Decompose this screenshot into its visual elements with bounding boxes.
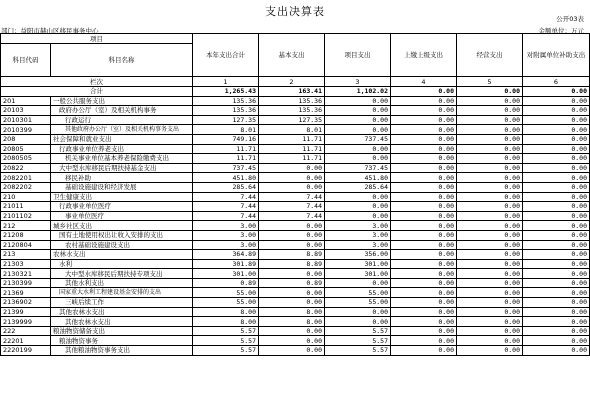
row-name: 粮油物资事务 [51, 336, 193, 346]
row-value: 5.57 [325, 346, 391, 356]
row-value: 11.71 [259, 144, 325, 154]
row-value: 285.64 [193, 182, 259, 192]
col-num-2: 2 [259, 77, 325, 87]
row-name: 其他粮油物资事务支出 [51, 346, 193, 356]
row-value: 0.00 [523, 278, 590, 288]
row-value: 0.00 [325, 278, 391, 288]
row-value: 0.00 [391, 96, 457, 106]
row-code: 2120804 [1, 240, 51, 250]
row-code: 208 [1, 134, 51, 144]
row-value: 0.00 [325, 192, 391, 202]
header-code: 科目代码 [1, 44, 51, 77]
row-value: 0.00 [523, 125, 590, 135]
row-value: 0.00 [457, 211, 523, 221]
table-row [1, 182, 590, 192]
row-value: 0.00 [259, 163, 325, 173]
row-value: 0.00 [457, 154, 523, 164]
row-code: 213 [1, 250, 51, 260]
header-col-6: 对附属单位补助支出 [523, 34, 590, 77]
header-lanci: 栏次 [1, 77, 193, 87]
row-value: 55.00 [325, 298, 391, 308]
row-value: 5.57 [325, 326, 391, 336]
row-value: 0.00 [391, 230, 457, 240]
row-value: 0.00 [391, 326, 457, 336]
row-value: 0.00 [259, 269, 325, 279]
row-value: 0.00 [259, 182, 325, 192]
row-code: 2220199 [1, 346, 51, 356]
row-value: 0.00 [457, 202, 523, 212]
table-row [1, 336, 590, 346]
row-name: 大中型水库移民后期扶持专项支出 [51, 269, 193, 279]
row-code: 22201 [1, 336, 51, 346]
unit-label: 金额单位：万元 [538, 27, 584, 35]
row-value: 0.00 [391, 106, 457, 116]
row-value: 135.36 [193, 106, 259, 116]
table-row [1, 202, 590, 212]
row-value: 0.00 [523, 259, 590, 269]
row-value: 135.36 [259, 96, 325, 106]
header-item: 项目 [1, 34, 193, 44]
row-code: 2130399 [1, 278, 51, 288]
row-value: 3.00 [193, 230, 259, 240]
row-code: 2082202 [1, 182, 51, 192]
row-name: 行政事业单位医疗 [51, 202, 193, 212]
row-name: 粮油物资储备支出 [51, 326, 193, 336]
row-value: 0.00 [259, 221, 325, 231]
row-value: 301.00 [325, 269, 391, 279]
row-value: 8.89 [259, 259, 325, 269]
row-name: 政府办公厅（室）及相关机构事务 [51, 106, 193, 116]
row-value: 0.00 [325, 106, 391, 116]
row-value: 0.00 [523, 154, 590, 164]
row-value: 0.89 [193, 278, 259, 288]
row-value: 0.00 [457, 317, 523, 327]
row-name: 行政事业单位养老支出 [51, 144, 193, 154]
table-row [1, 96, 590, 106]
header-col-3: 项目支出 [325, 34, 391, 77]
row-name: 农林水支出 [51, 250, 193, 260]
row-value: 3.00 [325, 221, 391, 231]
row-value: 8.01 [259, 125, 325, 135]
row-value: 0.00 [523, 307, 590, 317]
row-value: 55.00 [193, 288, 259, 298]
col-num-1: 1 [193, 77, 259, 87]
row-value: 0.00 [259, 230, 325, 240]
row-name: 行政运行 [51, 115, 193, 125]
row-value: 0.00 [259, 346, 325, 356]
table-row [1, 211, 590, 221]
row-value: 5.57 [193, 326, 259, 336]
row-code: 20822 [1, 163, 51, 173]
row-value: 0.00 [391, 125, 457, 135]
row-value: 0.00 [523, 134, 590, 144]
row-value: 0.00 [259, 288, 325, 298]
row-value: 749.16 [193, 134, 259, 144]
row-value: 301.00 [325, 259, 391, 269]
table-row [1, 163, 590, 173]
row-code: 2130321 [1, 269, 51, 279]
row-value: 0.00 [391, 221, 457, 231]
row-value: 0.00 [523, 346, 590, 356]
header-col-1: 本年支出合计 [193, 34, 259, 77]
row-value: 0.00 [325, 96, 391, 106]
row-value: 0.00 [325, 125, 391, 135]
row-value: 285.64 [325, 182, 391, 192]
row-value: 0.00 [523, 288, 590, 298]
row-name: 其他农林水支出 [51, 317, 193, 327]
row-value: 0.00 [325, 144, 391, 154]
row-value: 0.00 [259, 298, 325, 308]
total-value: 1,265.43 [193, 87, 259, 97]
row-value: 11.71 [193, 154, 259, 164]
row-value: 0.00 [391, 269, 457, 279]
row-value: 8.89 [259, 250, 325, 260]
row-value: 0.00 [457, 346, 523, 356]
row-value: 0.00 [523, 250, 590, 260]
row-value: 0.00 [391, 346, 457, 356]
table-row [1, 288, 590, 298]
row-name: 一般公共服务支出 [51, 96, 193, 106]
row-value: 0.00 [391, 182, 457, 192]
row-value: 0.00 [523, 269, 590, 279]
row-value: 0.00 [457, 259, 523, 269]
row-value: 0.00 [391, 240, 457, 250]
row-value: 8.00 [259, 307, 325, 317]
table-row [1, 317, 590, 327]
row-name: 国家重大水利工程建设基金安排的支出 [51, 288, 193, 298]
table-row [1, 298, 590, 308]
table-row [1, 230, 590, 240]
row-value: 5.57 [193, 336, 259, 346]
col-num-6: 6 [523, 77, 590, 87]
row-value: 3.00 [325, 230, 391, 240]
row-name: 国有土地使用权出让收入安排的支出 [51, 230, 193, 240]
row-value: 0.00 [523, 317, 590, 327]
row-name: 事业单位医疗 [51, 211, 193, 221]
row-value: 3.00 [325, 240, 391, 250]
table-row [1, 278, 590, 288]
row-value: 0.89 [259, 278, 325, 288]
row-value: 7.44 [259, 192, 325, 202]
row-value: 0.00 [391, 163, 457, 173]
row-value: 0.00 [457, 298, 523, 308]
header-name: 科目名称 [51, 44, 193, 77]
total-value: 0.00 [391, 87, 457, 97]
row-value: 0.00 [391, 298, 457, 308]
row-value: 0.00 [391, 288, 457, 298]
row-value: 135.36 [259, 106, 325, 116]
table-row [1, 125, 590, 135]
table-row [1, 259, 590, 269]
row-code: 2136902 [1, 298, 51, 308]
row-name: 社会保障和就业支出 [51, 134, 193, 144]
row-code: 21303 [1, 259, 51, 269]
table-row [1, 106, 590, 116]
row-value: 0.00 [391, 317, 457, 327]
row-value: 0.00 [523, 115, 590, 125]
row-value: 737.45 [325, 134, 391, 144]
table-row [1, 154, 590, 164]
row-value: 0.00 [457, 173, 523, 183]
row-value: 0.00 [391, 336, 457, 346]
table-row [1, 221, 590, 231]
row-value: 0.00 [523, 192, 590, 202]
row-code: 21399 [1, 307, 51, 317]
row-value: 0.00 [457, 144, 523, 154]
row-code: 21208 [1, 230, 51, 240]
row-value: 0.00 [259, 326, 325, 336]
row-value: 0.00 [391, 154, 457, 164]
row-code: 201 [1, 96, 51, 106]
row-code: 20103 [1, 106, 51, 116]
total-label: 合计 [1, 87, 193, 97]
row-code: 2010301 [1, 115, 51, 125]
row-value: 7.44 [193, 202, 259, 212]
row-value: 0.00 [391, 202, 457, 212]
row-value: 0.00 [325, 317, 391, 327]
row-value: 0.00 [523, 182, 590, 192]
row-value: 0.00 [259, 240, 325, 250]
table-row [1, 346, 590, 356]
row-value: 0.00 [391, 250, 457, 260]
row-value: 0.00 [457, 115, 523, 125]
row-value: 0.00 [391, 259, 457, 269]
row-value: 0.00 [457, 230, 523, 240]
row-value: 0.00 [523, 202, 590, 212]
row-value: 0.00 [523, 326, 590, 336]
header-col-5: 经营支出 [457, 34, 523, 77]
table-row [1, 173, 590, 183]
header-col-2: 基本支出 [259, 34, 325, 77]
row-code: 2010399 [1, 125, 51, 135]
row-name: 机关事业单位基本养老保险缴费支出 [51, 154, 193, 164]
table-row [1, 192, 590, 202]
row-value: 0.00 [523, 221, 590, 231]
row-name: 其他政府办公厅（室）及相关机构事务支出 [51, 125, 193, 135]
row-value: 0.00 [523, 298, 590, 308]
row-value: 0.00 [457, 269, 523, 279]
row-name: 卫生健康支出 [51, 192, 193, 202]
row-value: 0.00 [523, 336, 590, 346]
row-value: 0.00 [325, 211, 391, 221]
row-value: 0.00 [457, 134, 523, 144]
form-number: 公开03表 [556, 15, 584, 23]
col-num-5: 5 [457, 77, 523, 87]
col-num-4: 4 [391, 77, 457, 87]
total-value: 0.00 [457, 87, 523, 97]
row-value: 0.00 [523, 230, 590, 240]
row-code: 210 [1, 192, 51, 202]
row-value: 0.00 [457, 106, 523, 116]
row-code: 20805 [1, 144, 51, 154]
row-value: 8.01 [193, 125, 259, 135]
department-label: 部门：益阳市赫山区移民事务中心 [1, 27, 99, 35]
row-name: 其他农林水支出 [51, 307, 193, 317]
total-value: 1,102.02 [325, 87, 391, 97]
row-value: 0.00 [523, 173, 590, 183]
row-value: 0.00 [457, 288, 523, 298]
row-name: 移民补助 [51, 173, 193, 183]
table-row [1, 240, 590, 250]
row-value: 0.00 [457, 326, 523, 336]
row-value: 127.35 [259, 115, 325, 125]
row-value: 55.00 [325, 288, 391, 298]
row-code: 21369 [1, 288, 51, 298]
row-code: 2101102 [1, 211, 51, 221]
row-value: 11.71 [259, 154, 325, 164]
row-value: 3.00 [193, 221, 259, 231]
row-code: 222 [1, 326, 51, 336]
row-value: 364.89 [193, 250, 259, 260]
row-value: 7.44 [259, 211, 325, 221]
row-value: 135.36 [193, 96, 259, 106]
row-value: 3.00 [193, 240, 259, 250]
row-value: 0.00 [391, 278, 457, 288]
row-value: 5.57 [193, 346, 259, 356]
header-col-4: 上缴上级支出 [391, 34, 457, 77]
row-name: 城乡社区支出 [51, 221, 193, 231]
row-value: 0.00 [523, 240, 590, 250]
total-value: 163.41 [259, 87, 325, 97]
row-value: 0.00 [457, 250, 523, 260]
row-value: 7.44 [193, 192, 259, 202]
row-value: 0.00 [325, 202, 391, 212]
row-value: 0.00 [391, 173, 457, 183]
table-row [1, 115, 590, 125]
row-value: 0.00 [523, 106, 590, 116]
row-value: 0.00 [457, 182, 523, 192]
row-value: 451.80 [325, 173, 391, 183]
row-value: 5.57 [325, 336, 391, 346]
table-row [1, 326, 590, 336]
row-value: 0.00 [523, 211, 590, 221]
row-value: 11.71 [193, 144, 259, 154]
row-name: 三峡后续工作 [51, 298, 193, 308]
row-value: 0.00 [391, 211, 457, 221]
row-value: 0.00 [523, 96, 590, 106]
expenditure-table [0, 33, 590, 356]
row-value: 0.00 [523, 163, 590, 173]
table-row [1, 307, 590, 317]
row-name: 农村基础设施建设支出 [51, 240, 193, 250]
row-value: 0.00 [457, 240, 523, 250]
row-name: 大中型水库移民后期扶持基金支出 [51, 163, 193, 173]
row-value: 0.00 [457, 192, 523, 202]
total-value: 0.00 [523, 87, 590, 97]
row-code: 2139999 [1, 317, 51, 327]
row-value: 0.00 [259, 173, 325, 183]
row-name: 基础设施建设和经济发展 [51, 182, 193, 192]
row-value: 0.00 [325, 307, 391, 317]
row-code: 21011 [1, 202, 51, 212]
row-name: 其他水利支出 [51, 278, 193, 288]
row-value: 11.71 [259, 134, 325, 144]
row-value: 8.00 [193, 317, 259, 327]
row-code: 2080505 [1, 154, 51, 164]
row-value: 7.44 [259, 202, 325, 212]
row-value: 0.00 [391, 144, 457, 154]
row-value: 0.00 [457, 278, 523, 288]
row-value: 356.00 [325, 250, 391, 260]
table-row [1, 134, 590, 144]
row-value: 55.00 [193, 298, 259, 308]
row-value: 0.00 [325, 154, 391, 164]
row-value: 0.00 [391, 307, 457, 317]
row-value: 8.00 [259, 317, 325, 327]
row-value: 451.80 [193, 173, 259, 183]
table-row [1, 250, 590, 260]
row-value: 0.00 [391, 115, 457, 125]
row-value: 127.35 [193, 115, 259, 125]
table-row [1, 269, 590, 279]
row-value: 0.00 [523, 144, 590, 154]
row-code: 2082201 [1, 173, 51, 183]
row-value: 737.45 [193, 163, 259, 173]
col-num-3: 3 [325, 77, 391, 87]
row-value: 7.44 [193, 211, 259, 221]
row-value: 0.00 [457, 96, 523, 106]
row-value: 0.00 [457, 221, 523, 231]
row-value: 0.00 [457, 336, 523, 346]
row-value: 8.00 [193, 307, 259, 317]
row-name: 水利 [51, 259, 193, 269]
table-row [1, 144, 590, 154]
row-value: 0.00 [457, 163, 523, 173]
row-value: 0.00 [391, 192, 457, 202]
row-code: 212 [1, 221, 51, 231]
row-value: 0.00 [391, 134, 457, 144]
row-value: 0.00 [457, 125, 523, 135]
row-value: 301.00 [193, 269, 259, 279]
row-value: 0.00 [457, 307, 523, 317]
row-value: 301.89 [193, 259, 259, 269]
page-title: 支出决算表 [265, 5, 325, 18]
row-value: 737.45 [325, 163, 391, 173]
row-value: 0.00 [325, 115, 391, 125]
row-value: 0.00 [259, 336, 325, 346]
